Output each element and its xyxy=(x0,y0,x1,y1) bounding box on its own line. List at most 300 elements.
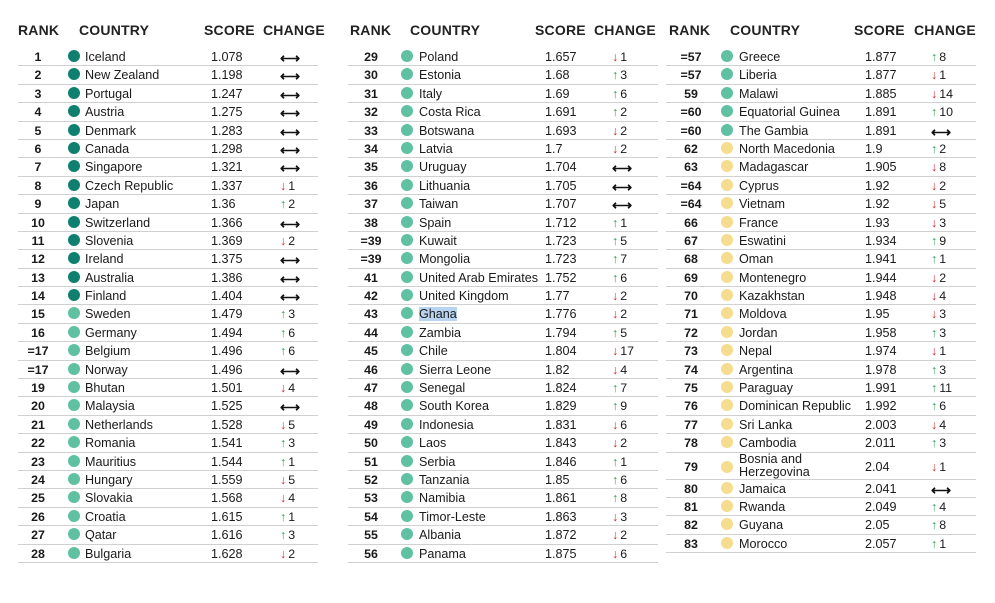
score-cell: 1.861 xyxy=(545,491,577,506)
change-cell xyxy=(612,105,627,119)
change-value: 5 xyxy=(288,472,296,487)
rank-cell: 66 xyxy=(684,215,698,230)
arrow-down-icon: ↓ xyxy=(931,68,938,83)
change-cell xyxy=(612,363,627,377)
no-change-icon: ⟷ xyxy=(931,481,952,498)
tier-dot-icon xyxy=(401,344,413,356)
change-value: 2 xyxy=(939,178,947,193)
score-cell: 1.496 xyxy=(211,362,243,377)
score-cell: 1.198 xyxy=(211,68,243,83)
rank-cell: =64 xyxy=(680,178,702,193)
no-change-icon: ⟷ xyxy=(280,399,301,416)
country-cell[interactable]: United Arab Emirates xyxy=(419,270,538,285)
arrow-up-icon: ↑ xyxy=(931,252,938,267)
arrow-up-icon: ↑ xyxy=(280,509,287,524)
arrow-down-icon: ↓ xyxy=(931,417,938,432)
score-cell: 1.831 xyxy=(545,417,577,432)
table-row xyxy=(348,103,658,121)
change-value: 1 xyxy=(939,252,947,267)
rank-cell: 50 xyxy=(364,436,378,451)
change-value: 1 xyxy=(288,454,296,469)
tier-dot-icon xyxy=(68,271,80,283)
tier-dot-icon xyxy=(68,289,80,301)
country-cell[interactable]: Uruguay xyxy=(419,160,467,175)
rank-cell: 31 xyxy=(364,86,378,101)
country-cell[interactable]: Timor-Leste xyxy=(419,509,486,524)
rank-cell: 9 xyxy=(34,197,42,212)
change-cell xyxy=(931,142,946,156)
country-cell[interactable]: Denmark xyxy=(85,123,137,138)
score-cell: 2.011 xyxy=(865,436,896,451)
tier-dot-icon xyxy=(68,160,80,172)
rank-cell: 10 xyxy=(31,215,45,230)
arrow-up-icon: ↑ xyxy=(931,50,938,64)
country-cell[interactable]: Bhutan xyxy=(85,381,125,396)
tier-dot-icon xyxy=(721,271,733,283)
country-cell[interactable]: Sweden xyxy=(85,307,131,322)
country-cell[interactable]: Belgium xyxy=(85,344,131,359)
change-value: 1 xyxy=(939,68,947,83)
score-cell: 1.275 xyxy=(211,105,243,120)
score-cell: 1.875 xyxy=(545,546,577,561)
score-cell: 2.04 xyxy=(865,459,890,474)
country-cell[interactable]: Portugal xyxy=(85,86,132,101)
score-cell: 1.948 xyxy=(865,289,897,304)
change-value: 5 xyxy=(939,197,947,212)
change-cell xyxy=(612,252,627,266)
change-cell xyxy=(612,307,627,321)
header-score: SCORE xyxy=(854,22,905,38)
change-value: 2 xyxy=(288,197,296,212)
score-cell: 1.7 xyxy=(545,141,563,156)
country-cell[interactable]: Kuwait xyxy=(419,233,457,248)
country-cell[interactable]: Zambia xyxy=(419,325,461,340)
country-cell[interactable]: Latvia xyxy=(419,141,453,156)
score-cell: 1.77 xyxy=(545,289,570,304)
country-cell[interactable]: Slovakia xyxy=(85,491,133,506)
table-row xyxy=(666,269,976,287)
country-cell[interactable]: Nepal xyxy=(739,344,772,359)
change-cell xyxy=(612,326,627,340)
score-cell: 1.541 xyxy=(211,436,243,451)
rank-cell: 21 xyxy=(31,417,45,432)
no-change-icon: ⟷ xyxy=(612,197,633,214)
tier-dot-icon xyxy=(401,363,413,375)
arrow-down-icon: ↓ xyxy=(612,417,619,432)
arrow-up-icon: ↑ xyxy=(612,215,619,230)
tier-dot-icon xyxy=(401,473,413,485)
change-value: 5 xyxy=(620,325,628,340)
table-row xyxy=(18,453,318,471)
rank-cell: 78 xyxy=(684,436,698,451)
rank-cell: 8 xyxy=(34,178,42,193)
arrow-up-icon: ↑ xyxy=(280,197,287,212)
change-cell xyxy=(931,124,953,141)
country-cell[interactable]: Botswana xyxy=(419,123,475,138)
change-cell xyxy=(280,216,302,233)
country-cell[interactable]: Namibia xyxy=(419,491,466,506)
change-cell xyxy=(612,68,627,82)
tier-dot-icon xyxy=(721,216,733,228)
country-cell[interactable]: Spain xyxy=(419,215,452,230)
country-cell[interactable]: Bosnia and Herzegovina xyxy=(739,451,810,479)
table-row xyxy=(18,287,318,305)
tier-dot-icon xyxy=(401,455,413,467)
tier-dot-icon xyxy=(68,216,80,228)
score-cell: 1.36 xyxy=(211,197,236,212)
tier-dot-icon xyxy=(68,197,80,209)
country-cell[interactable]: The Gambia xyxy=(739,123,809,138)
tier-dot-icon xyxy=(68,528,80,540)
change-value: 3 xyxy=(288,436,296,451)
score-cell: 2.041 xyxy=(865,481,897,496)
table-row xyxy=(18,434,318,452)
rank-cell: 28 xyxy=(31,546,45,561)
country-cell[interactable]: Mongolia xyxy=(419,252,471,267)
country-cell[interactable]: Laos xyxy=(419,436,447,451)
score-cell: 1.891 xyxy=(865,105,897,120)
country-cell[interactable]: Malaysia xyxy=(85,399,135,414)
change-value: 1 xyxy=(620,454,628,469)
change-cell xyxy=(280,455,295,469)
tier-dot-icon xyxy=(721,537,733,549)
arrow-down-icon: ↓ xyxy=(931,344,938,359)
country-cell[interactable]: Hungary xyxy=(85,472,133,487)
table-row xyxy=(18,489,318,507)
tier-dot-icon xyxy=(401,307,413,319)
score-cell: 1.752 xyxy=(545,270,577,285)
no-change-icon: ⟷ xyxy=(280,252,301,269)
tier-dot-icon xyxy=(721,518,733,530)
country-cell[interactable]: Bulgaria xyxy=(85,546,132,561)
country-cell[interactable]: Estonia xyxy=(419,68,462,83)
change-cell xyxy=(931,344,946,358)
table-row xyxy=(666,195,976,213)
table-row xyxy=(348,397,658,415)
table-row xyxy=(348,416,658,434)
arrow-down-icon: ↓ xyxy=(280,417,287,432)
arrow-down-icon: ↓ xyxy=(612,307,619,322)
tier-dot-icon xyxy=(721,142,733,154)
country-cell[interactable]: Lithuania xyxy=(419,178,471,193)
rank-cell: 80 xyxy=(684,481,698,496)
change-value: 7 xyxy=(620,381,628,396)
country-cell[interactable]: Austria xyxy=(85,105,125,120)
tier-dot-icon xyxy=(721,289,733,301)
tier-dot-icon xyxy=(401,105,413,117)
country-cell[interactable]: South Korea xyxy=(419,399,490,414)
table-row xyxy=(348,195,658,213)
change-cell xyxy=(931,518,946,532)
country-cell[interactable]: Romania xyxy=(85,436,136,451)
table-row xyxy=(18,122,318,140)
country-cell[interactable]: Czech Republic xyxy=(85,178,174,193)
header-score: SCORE xyxy=(535,22,586,38)
country-cell[interactable]: Norway xyxy=(85,362,128,377)
arrow-up-icon: ↑ xyxy=(280,325,287,340)
tier-dot-icon xyxy=(401,399,413,411)
table-row xyxy=(666,416,976,434)
tier-dot-icon xyxy=(68,68,80,80)
score-cell: 1.776 xyxy=(545,307,577,322)
country-cell[interactable]: Iceland xyxy=(85,50,126,64)
country-cell[interactable]: Australia xyxy=(85,270,134,285)
rank-cell: 14 xyxy=(31,289,45,304)
score-cell: 1.616 xyxy=(211,528,243,543)
country-cell[interactable]: Greece xyxy=(739,50,781,64)
country-cell[interactable]: Moldova xyxy=(739,307,787,322)
country-cell[interactable]: Eswatini xyxy=(739,233,786,248)
rank-cell: 69 xyxy=(684,270,698,285)
score-cell: 1.843 xyxy=(545,436,577,451)
change-cell xyxy=(612,160,634,177)
country-cell[interactable]: Finland xyxy=(85,289,127,304)
change-value: 2 xyxy=(620,436,628,451)
country-cell[interactable]: Qatar xyxy=(85,528,117,543)
country-cell[interactable]: Vietnam xyxy=(739,197,785,212)
change-value: 3 xyxy=(939,307,947,322)
table-row xyxy=(666,305,976,323)
change-cell xyxy=(931,326,946,340)
change-value: 4 xyxy=(939,417,947,432)
change-cell xyxy=(931,436,946,450)
country-cell[interactable]: Netherlands xyxy=(85,417,153,432)
rank-cell: 33 xyxy=(364,123,378,138)
country-cell[interactable]: Malawi xyxy=(739,86,779,101)
score-cell: 1.877 xyxy=(865,68,897,83)
country-cell[interactable]: Sierra Leone xyxy=(419,362,492,377)
change-cell xyxy=(931,68,946,82)
country-cell[interactable]: France xyxy=(739,215,779,230)
arrow-down-icon: ↓ xyxy=(931,178,938,193)
table-row xyxy=(348,177,658,195)
country-cell[interactable]: Ireland xyxy=(85,252,124,267)
change-value: 4 xyxy=(939,289,947,304)
change-value: 1 xyxy=(620,50,628,64)
country-cell[interactable]: Morocco xyxy=(739,536,788,551)
change-cell xyxy=(612,510,627,524)
table-row xyxy=(348,545,658,563)
arrow-up-icon: ↑ xyxy=(931,141,938,156)
score-cell: 2.003 xyxy=(865,417,897,432)
tier-dot-icon xyxy=(401,179,413,191)
score-cell: 1.078 xyxy=(211,50,243,64)
rank-cell: 74 xyxy=(684,362,698,377)
arrow-up-icon: ↑ xyxy=(280,344,287,359)
change-value: 4 xyxy=(288,491,296,506)
change-cell xyxy=(280,289,302,306)
score-cell: 1.615 xyxy=(211,509,243,524)
rank-cell: 25 xyxy=(31,491,45,506)
change-cell xyxy=(612,436,627,450)
arrow-down-icon: ↓ xyxy=(280,233,287,248)
score-cell: 1.992 xyxy=(865,399,897,414)
table-row xyxy=(18,140,318,158)
rank-cell: 26 xyxy=(31,509,45,524)
country-cell[interactable]: New Zealand xyxy=(85,68,160,83)
country-cell[interactable]: Sri Lanka xyxy=(739,417,793,432)
tier-dot-icon xyxy=(68,491,80,503)
country-cell[interactable]: Albania xyxy=(419,528,462,543)
country-cell[interactable]: Panama xyxy=(419,546,466,561)
country-cell[interactable]: Ghana xyxy=(419,307,457,322)
country-cell[interactable]: Kazakhstan xyxy=(739,289,805,304)
change-value: 5 xyxy=(288,417,296,432)
country-cell[interactable]: United Kingdom xyxy=(419,289,509,304)
tier-dot-icon xyxy=(721,124,733,136)
country-cell[interactable]: Rwanda xyxy=(739,499,786,514)
rank-cell: 76 xyxy=(684,399,698,414)
country-cell[interactable]: Guyana xyxy=(739,518,784,533)
country-cell[interactable]: Equatorial Guinea xyxy=(739,105,840,120)
country-cell[interactable]: Tanzania xyxy=(419,472,470,487)
country-cell[interactable]: Canada xyxy=(85,141,130,156)
rank-cell: 13 xyxy=(31,270,45,285)
header-change: CHANGE xyxy=(914,22,976,38)
change-value: 1 xyxy=(939,344,947,359)
rank-cell: 19 xyxy=(31,381,45,396)
country-cell[interactable]: Cyprus xyxy=(739,178,779,193)
change-cell xyxy=(612,547,627,561)
country-cell[interactable]: Indonesia xyxy=(419,417,474,432)
tier-dot-icon xyxy=(721,436,733,448)
tier-dot-icon xyxy=(68,142,80,154)
country-cell[interactable]: Japan xyxy=(85,197,120,212)
arrow-up-icon: ↑ xyxy=(612,105,619,120)
table-row xyxy=(666,324,976,342)
table-row xyxy=(18,232,318,250)
country-cell[interactable]: Croatia xyxy=(85,509,126,524)
table-row xyxy=(666,214,976,232)
country-cell[interactable]: Argentina xyxy=(739,362,793,377)
no-change-icon: ⟷ xyxy=(612,178,633,195)
country-cell[interactable]: North Macedonia xyxy=(739,141,835,156)
table-row xyxy=(666,122,976,140)
country-cell[interactable]: Chile xyxy=(419,344,448,359)
country-cell[interactable]: Cambodia xyxy=(739,436,797,451)
change-cell xyxy=(931,179,946,193)
change-value: 3 xyxy=(620,509,628,524)
change-cell xyxy=(280,399,302,416)
change-cell xyxy=(931,418,946,432)
table-row xyxy=(666,453,976,480)
country-cell[interactable]: Singapore xyxy=(85,160,143,175)
country-cell[interactable]: Montenegro xyxy=(739,270,807,285)
country-cell[interactable]: Switzerland xyxy=(85,215,151,230)
score-cell: 1.247 xyxy=(211,86,243,101)
change-value: 10 xyxy=(939,105,953,120)
change-value: 2 xyxy=(620,289,628,304)
arrow-down-icon: ↓ xyxy=(612,528,619,543)
country-cell[interactable]: Poland xyxy=(419,50,459,64)
no-change-icon: ⟷ xyxy=(280,123,301,140)
score-cell: 1.991 xyxy=(865,381,897,396)
country-cell[interactable]: Costa Rica xyxy=(419,105,481,120)
score-cell: 1.568 xyxy=(211,491,243,506)
tier-dot-icon xyxy=(721,344,733,356)
change-cell xyxy=(612,473,627,487)
tier-dot-icon xyxy=(68,399,80,411)
table-row xyxy=(18,397,318,415)
table-row xyxy=(666,177,976,195)
country-cell[interactable]: Liberia xyxy=(739,68,777,83)
tier-dot-icon xyxy=(721,179,733,191)
table-row xyxy=(18,158,318,176)
change-cell xyxy=(280,234,295,248)
score-cell: 1.872 xyxy=(545,528,577,543)
score-cell: 1.559 xyxy=(211,472,243,487)
arrow-down-icon: ↓ xyxy=(931,307,938,322)
table-row xyxy=(348,66,658,84)
rank-cell: 83 xyxy=(684,536,698,551)
tier-dot-icon xyxy=(721,252,733,264)
tier-dot-icon xyxy=(721,105,733,117)
table-row xyxy=(666,140,976,158)
score-cell: 1.712 xyxy=(545,215,577,230)
rank-cell: 55 xyxy=(364,528,378,543)
score-cell: 1.386 xyxy=(211,270,243,285)
change-cell xyxy=(931,537,946,551)
country-cell[interactable]: Jordan xyxy=(739,325,778,340)
score-cell: 1.657 xyxy=(545,50,577,64)
change-cell xyxy=(612,216,627,230)
arrow-up-icon: ↑ xyxy=(612,233,619,248)
score-cell: 1.528 xyxy=(211,417,243,432)
tier-dot-icon xyxy=(68,326,80,338)
country-cell[interactable]: Madagascar xyxy=(739,160,809,175)
rank-cell: =57 xyxy=(680,68,702,83)
table-row xyxy=(18,269,318,287)
change-value: 6 xyxy=(620,546,628,561)
country-cell[interactable]: Taiwan xyxy=(419,197,459,212)
change-cell xyxy=(280,547,295,561)
score-cell: 1.95 xyxy=(865,307,890,322)
change-cell xyxy=(931,460,946,474)
score-cell: 1.723 xyxy=(545,252,577,267)
score-cell: 1.68 xyxy=(545,68,570,83)
change-cell xyxy=(612,50,627,64)
score-cell: 1.693 xyxy=(545,123,577,138)
change-value: 9 xyxy=(620,399,628,414)
country-cell[interactable]: Paraguay xyxy=(739,381,793,396)
header-rank: RANK xyxy=(669,22,711,38)
country-cell[interactable]: Slovenia xyxy=(85,233,134,248)
change-value: 1 xyxy=(939,459,947,474)
score-cell: 2.049 xyxy=(865,499,897,514)
change-cell xyxy=(931,307,946,321)
country-cell[interactable]: Mauritius xyxy=(85,454,137,469)
change-value: 3 xyxy=(620,68,628,83)
tier-dot-icon xyxy=(721,87,733,99)
arrow-down-icon: ↓ xyxy=(612,362,619,377)
tier-dot-icon xyxy=(401,418,413,430)
country-cell[interactable]: Jamaica xyxy=(739,481,786,496)
change-value: 3 xyxy=(939,436,947,451)
table-row xyxy=(666,66,976,84)
rank-cell: 7 xyxy=(34,160,42,175)
country-cell[interactable]: Senegal xyxy=(419,381,466,396)
change-cell xyxy=(931,500,946,514)
country-cell[interactable]: Dominican Republic xyxy=(739,399,851,414)
tier-dot-icon xyxy=(68,50,80,62)
country-cell[interactable]: Oman xyxy=(739,252,774,267)
score-cell: 2.057 xyxy=(865,536,897,551)
country-cell[interactable]: Serbia xyxy=(419,454,456,469)
country-cell[interactable]: Italy xyxy=(419,86,443,101)
country-cell[interactable]: Germany xyxy=(85,325,137,340)
change-cell xyxy=(280,142,302,159)
tier-dot-icon xyxy=(68,510,80,522)
